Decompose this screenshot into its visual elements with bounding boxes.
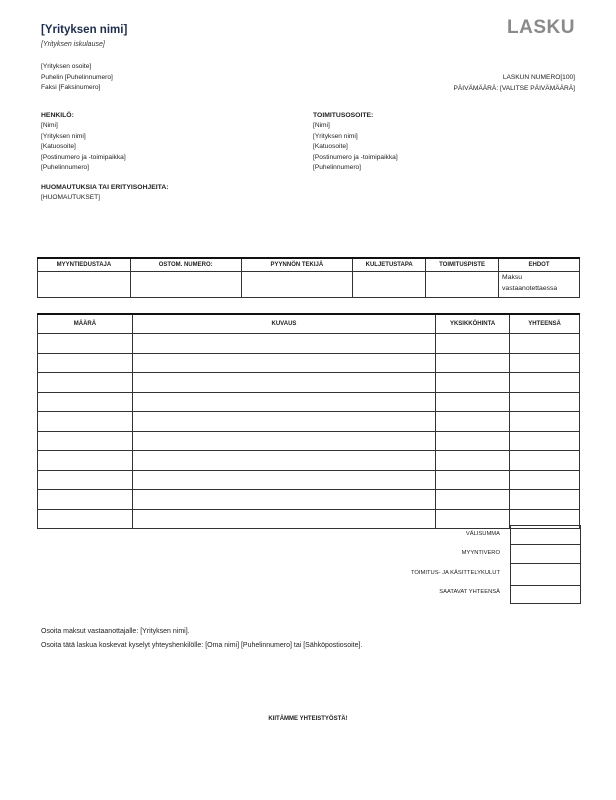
description-cell[interactable] [132, 509, 435, 529]
customer-line: [Katuosoite] [41, 143, 76, 150]
line-total-cell[interactable] [510, 412, 580, 432]
unit-price-cell[interactable] [436, 392, 510, 412]
customer-line: [Postinumero ja -toimipaikka] [41, 153, 126, 161]
items-row [38, 392, 580, 412]
line-total-cell[interactable] [510, 373, 580, 393]
unit-price-cell[interactable] [436, 470, 510, 490]
shipping-handling-label: TOIMITUS- JA KÄSITTELYKULUT [410, 570, 500, 576]
tax-label: MYYNTIVERO [461, 550, 500, 556]
items-row [38, 373, 580, 393]
line-total-cell[interactable] [510, 490, 580, 510]
items-row [38, 451, 580, 471]
order-header-salesperson: MYYNTIEDUSTAJA [38, 258, 131, 272]
quantity-cell[interactable] [38, 373, 133, 393]
unit-price-cell[interactable] [436, 490, 510, 510]
description-cell[interactable] [132, 334, 435, 354]
order-cell-requester[interactable] [241, 272, 353, 298]
customer-heading: HENKILÖ: [41, 112, 74, 119]
company-phone: Puhelin [Puhelinnumero] [41, 73, 113, 81]
company-tagline: [Yrityksen iskulause] [41, 41, 105, 48]
shipping-line: [Katuosoite] [313, 143, 348, 150]
customer-block [41, 111, 126, 174]
shipping-heading: TOIMITUSOSOITE: [313, 112, 374, 119]
invoice-meta [453, 73, 575, 94]
quantity-cell[interactable] [38, 509, 133, 529]
items-row [38, 490, 580, 510]
description-cell[interactable] [132, 490, 435, 510]
description-cell[interactable] [132, 451, 435, 471]
document-title: LASKU [507, 17, 575, 38]
line-total-cell[interactable] [510, 451, 580, 471]
invoice-number: LASKUN NUMERO[100] [502, 74, 575, 81]
company-name: [Yrityksen nimi] [41, 24, 128, 36]
items-table [37, 313, 580, 529]
order-header-terms: EHDOT [499, 258, 580, 272]
description-cell[interactable] [132, 431, 435, 451]
line-total-cell[interactable] [510, 470, 580, 490]
items-header-total: YHTEENSÄ [510, 314, 580, 334]
unit-price-cell[interactable] [436, 353, 510, 373]
order-cell-shipping-method[interactable] [353, 272, 426, 298]
items-header-unit-price: YKSIKKÖHINTA [436, 314, 510, 334]
line-total-cell[interactable] [510, 334, 580, 354]
invoice-date: PÄIVÄMÄÄRÄ: [VALITSE PÄIVÄMÄÄRÄ] [453, 84, 575, 92]
notes-block [41, 183, 169, 204]
order-cell-terms[interactable]: Maksu vastaanotettaessa [499, 272, 580, 298]
shipping-line: [Yrityksen nimi] [313, 132, 358, 140]
shipping-block [313, 111, 398, 174]
items-row [38, 412, 580, 432]
unit-price-cell[interactable] [436, 412, 510, 432]
quantity-cell[interactable] [38, 490, 133, 510]
payment-instructions: Osoita maksut vastaanottajalle: [Yrityksen nimi]. [41, 628, 190, 635]
shipping-line: [Nimi] [313, 122, 330, 129]
items-row [38, 470, 580, 490]
total-due-box[interactable] [510, 585, 581, 604]
subtotal-box[interactable] [510, 525, 581, 545]
description-cell[interactable] [132, 392, 435, 412]
line-total-cell[interactable] [510, 392, 580, 412]
customer-line: [Yrityksen nimi] [41, 132, 86, 140]
footer-notes [41, 625, 362, 652]
notes-text: [HUOMAUTUKSET] [41, 194, 100, 201]
description-cell[interactable] [132, 373, 435, 393]
items-row [38, 431, 580, 451]
unit-price-cell[interactable] [436, 451, 510, 471]
order-header-requester: PYYNNÖN TEKIJÄ [241, 258, 353, 272]
items-row [38, 509, 580, 529]
quantity-cell[interactable] [38, 412, 133, 432]
order-header-shipping-method: KULJETUSTAPA [353, 258, 426, 272]
line-total-cell[interactable] [510, 353, 580, 373]
items-row [38, 353, 580, 373]
items-row [38, 334, 580, 354]
description-cell[interactable] [132, 353, 435, 373]
order-cell-salesperson[interactable] [38, 272, 131, 298]
quantity-cell[interactable] [38, 353, 133, 373]
notes-heading: HUOMAUTUKSIA TAI ERITYISOHJEITA: [41, 184, 169, 191]
thank-you-message: KIITÄMME YHTEISTYÖSTÄ! [268, 716, 348, 722]
company-fax: Faksi [Faksinumero] [41, 84, 101, 91]
subtotal-label: VÄLISUMMA [465, 531, 500, 537]
unit-price-cell[interactable] [436, 373, 510, 393]
order-info-table [37, 257, 580, 298]
items-body [38, 334, 580, 529]
quantity-cell[interactable] [38, 334, 133, 354]
description-cell[interactable] [132, 412, 435, 432]
total-due-label: SAATAVAT YHTEENSÄ [439, 589, 500, 595]
customer-line: [Nimi] [41, 122, 58, 129]
order-cell-delivery-point[interactable] [426, 272, 499, 298]
order-cell-po-number[interactable] [130, 272, 241, 298]
unit-price-cell[interactable] [436, 431, 510, 451]
contact-instructions: Osoita tätä laskua koskevat kyselyt yhteyshenkilölle: [Oma nimi] [Puhelinnumero] tai [Sähköpostiosoite]. [41, 641, 363, 649]
unit-price-cell[interactable] [436, 334, 510, 354]
items-header-description: KUVAUS [132, 314, 435, 334]
description-cell[interactable] [132, 470, 435, 490]
shipping-handling-box[interactable] [510, 563, 581, 586]
order-header-po-number: OSTOM. NUMERO: [130, 258, 241, 272]
line-total-cell[interactable] [510, 431, 580, 451]
unit-price-cell[interactable] [436, 509, 510, 529]
shipping-line: [Postinumero ja -toimipaikka] [313, 153, 398, 161]
items-header-quantity: MÄÄRÄ [38, 314, 133, 334]
quantity-cell[interactable] [38, 451, 133, 471]
quantity-cell[interactable] [38, 392, 133, 412]
quantity-cell[interactable] [38, 470, 133, 490]
company-contact [41, 62, 113, 94]
quantity-cell[interactable] [38, 431, 133, 451]
shipping-line: [Puhelinnumero] [313, 164, 362, 171]
company-address: [Yrityksen osoite] [41, 63, 92, 70]
tax-box[interactable] [510, 544, 581, 564]
customer-line: [Puhelinnumero] [41, 164, 90, 171]
order-header-delivery-point: TOIMITUSPISTE [426, 258, 499, 272]
